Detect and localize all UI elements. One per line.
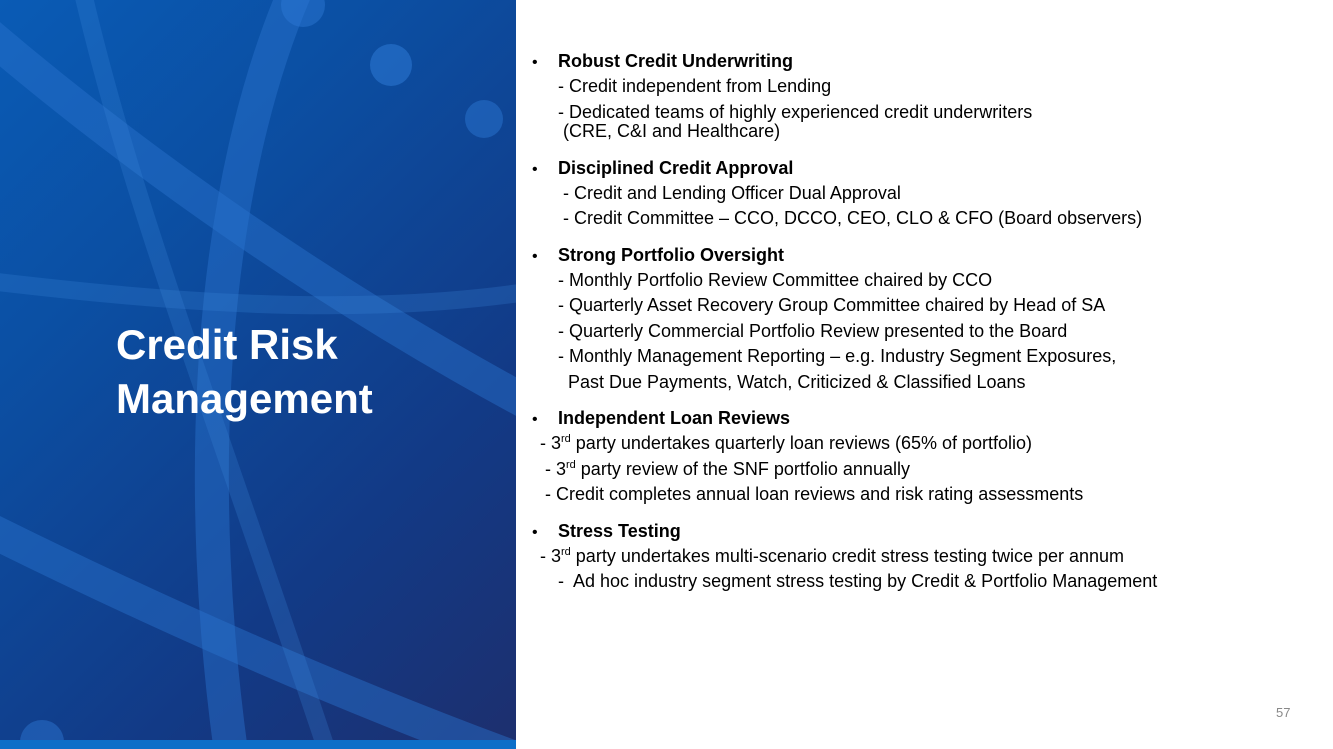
list-item: - Dedicated teams of highly experienced credit underwriters xyxy=(558,101,1033,122)
bottom-accent-strip xyxy=(0,740,516,749)
section-heading: Robust Credit Underwriting xyxy=(558,51,793,71)
section-heading: Disciplined Credit Approval xyxy=(558,157,794,178)
list-item: - Credit completes annual loan reviews and risk rating assessments xyxy=(540,484,1084,504)
list-item: - Credit and Lending Officer Dual Approval xyxy=(558,182,901,203)
section-heading-row xyxy=(532,155,1292,181)
content-list xyxy=(532,48,1292,605)
title-panel xyxy=(0,0,516,749)
slide-title xyxy=(116,318,506,426)
section-heading: Strong Portfolio Oversight xyxy=(558,244,785,265)
section-heading-row xyxy=(532,518,1292,544)
title-line: Credit Risk xyxy=(116,321,338,368)
list-item: - 3rd party undertakes multi-scenario credit stress testing twice per annum xyxy=(540,545,1125,566)
section-heading-row xyxy=(532,48,1292,74)
list-item: - Quarterly Commercial Portfolio Review presented to the Board xyxy=(558,320,1068,341)
section-heading: Independent Loan Reviews xyxy=(558,408,791,428)
title-line: Management xyxy=(116,375,373,422)
list-item: - Credit Committee – CCO, DCCO, CEO, CLO & CFO (Board observers) xyxy=(558,208,1143,228)
list-item: Past Due Payments, Watch, Criticized & Classified Loans xyxy=(558,371,1026,392)
list-item: - Monthly Portfolio Review Committee chaired by CCO xyxy=(558,269,993,290)
bullet-icon: • xyxy=(532,54,538,71)
page-number: 57 xyxy=(1276,705,1291,720)
section-heading: Stress Testing xyxy=(558,520,681,541)
bullet-icon: • xyxy=(532,160,538,178)
bullet-icon: • xyxy=(532,247,538,265)
list-item: - Quarterly Asset Recovery Group Committee chaired by Head of SA xyxy=(558,295,1106,315)
list-item: - Monthly Management Reporting – e.g. Industry Segment Exposures, xyxy=(558,346,1117,366)
section-credit-underwriting xyxy=(532,48,1292,141)
section-credit-approval xyxy=(532,155,1292,232)
section-heading-row xyxy=(532,405,1292,431)
list-item: - 3rd party review of the SNF portfolio annually xyxy=(540,458,910,479)
list-item: (CRE, C&I and Healthcare) xyxy=(558,120,781,141)
bullet-icon: • xyxy=(532,523,538,541)
list-item: - Ad hoc industry segment stress testing by Credit & Portfolio Management xyxy=(558,571,1158,591)
section-heading-row xyxy=(532,242,1292,268)
list-item: - Credit independent from Lending xyxy=(558,76,832,96)
section-portfolio-oversight xyxy=(532,242,1292,396)
section-loan-reviews xyxy=(532,405,1292,508)
list-item: - 3rd party undertakes quarterly loan reviews (65% of portfolio) xyxy=(540,433,1033,453)
bullet-icon: • xyxy=(532,411,538,428)
section-stress-testing xyxy=(532,518,1292,595)
